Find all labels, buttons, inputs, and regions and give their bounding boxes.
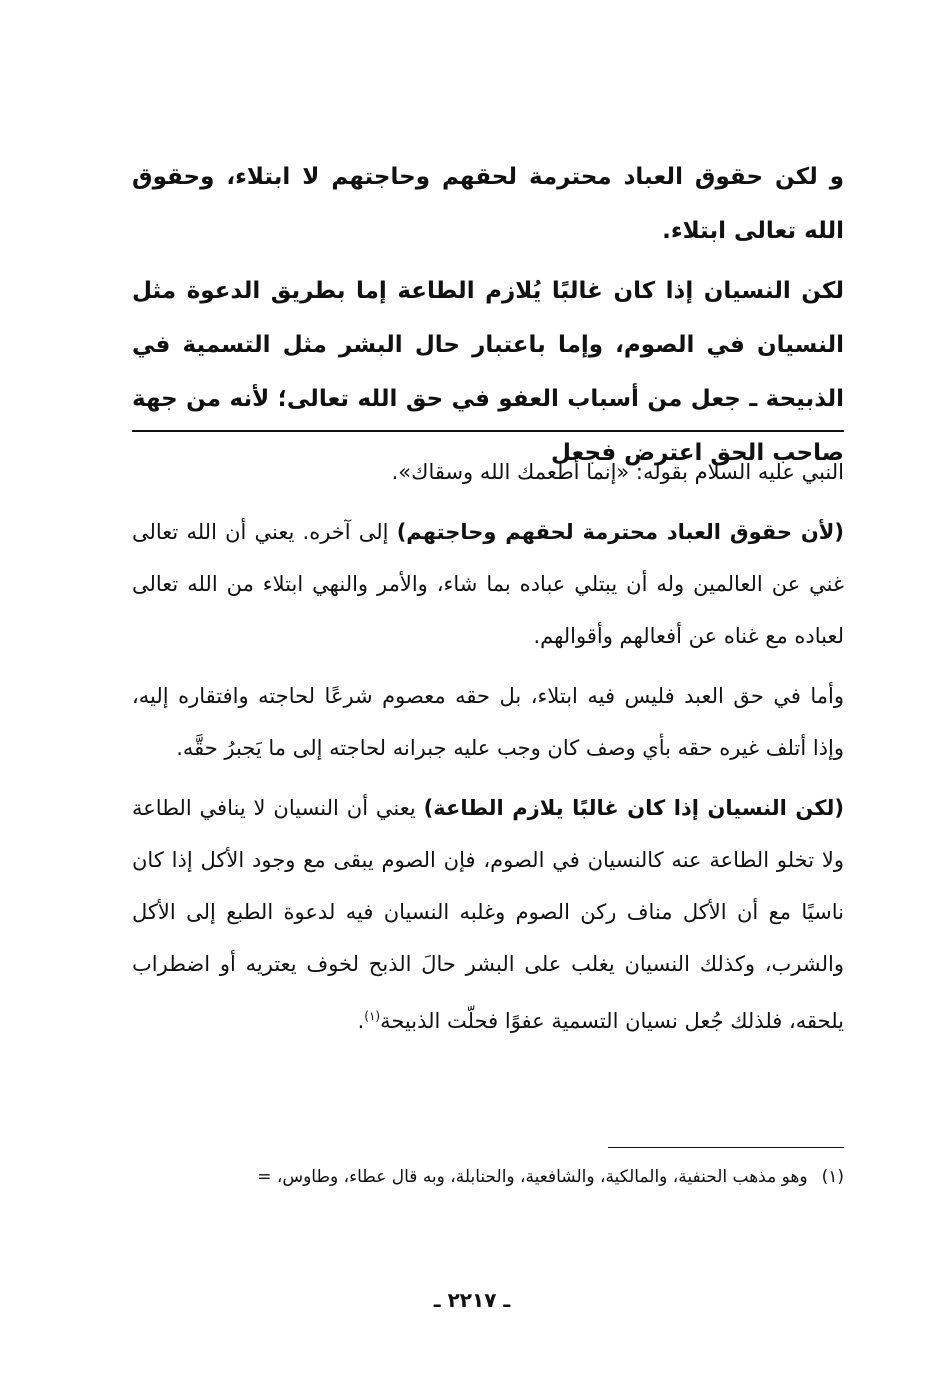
commentary-paragraph (132, 506, 844, 662)
commentary-text-span: وأما في حق العبد فليس فيه ابتلاء، بل حقه معصوم شرعًا لحاجته وافتقاره إليه، وإذا أتلف غيره حقه بأي وصف كان وجب عليه جبرانه لحاجته إلى ما يَجبرُ حقَّه. (132, 684, 844, 760)
commentary-paragraph (132, 446, 844, 498)
footnote-number: (١) (821, 1167, 844, 1187)
commentary-paragraph (132, 670, 844, 774)
commentary-text-span: . (357, 1009, 365, 1033)
commentary-text-span: إلى آخره. يعني أن الله تعالى غني عن العالمين وله أن يبتلي عباده بما شاء، والأمر والنهي ابتلاء من الله تعالى لعباده مع غناه عن أفعالهم وأقوالهم. (132, 520, 844, 648)
main-paragraph: لكن النسيان إذا كان غالبًا يُلازم الطاعة إما بطريق الدعوة مثل النسيان في الصوم، وإما باعتبار حال البشر مثل التسمية في الذبيحة ـ جعل من أسباب العفو في حق الله تعالى؛ لأنه من جهة صاحب الحق اعترض فجعل (132, 278, 844, 466)
separator-line (132, 430, 844, 432)
page-number: ـ ٢٢١٧ ـ (433, 1288, 511, 1312)
commentary-paragraph (132, 782, 844, 1047)
commentary-text-span: يعني أن النسيان لا ينافي الطاعة ولا تخلو الطاعة عنه كالنسيان في الصوم، فإن الصوم يبقى مع وجود الأكل إذا كان ناسيًا مع أن الأكل مناف ركن الصوم وغلبه النسيان فيه لدعوة الطبع إلى الأكل والشرب، وكذلك النسيان يغلب على البشر حالَ الذبح لخوف يعتريه أو اضطراب يلحقه، فلذلك جُعل نسيان التسمية عفوًا فحلّت الذبيحة (132, 796, 844, 1033)
footnote-reference: (١) (364, 1009, 381, 1023)
footnote (110, 1160, 844, 1194)
footnote-separator (608, 1147, 844, 1148)
commentary-text (132, 446, 844, 1047)
main-paragraph: و لكن حقوق العباد محترمة لحقهم وحاجتهم لا ابتلاء، وحقوق الله تعالى ابتلاء. (132, 164, 844, 244)
quoted-matn: (لكن النسيان إذا كان غالبًا يلازم الطاعة) (423, 796, 844, 820)
quoted-matn: (لأن حقوق العباد محترمة لحقهم وحاجتهم) (396, 520, 844, 544)
commentary-text-span: النبي عليه السلام بقوله: «إنما أطعمك الله وسقاك». (391, 460, 844, 484)
footnote-text: وهو مذهب الحنفية، والمالكية، والشافعية، والحنابلة، وبه قال عطاء، وطاوس، = (257, 1167, 808, 1187)
